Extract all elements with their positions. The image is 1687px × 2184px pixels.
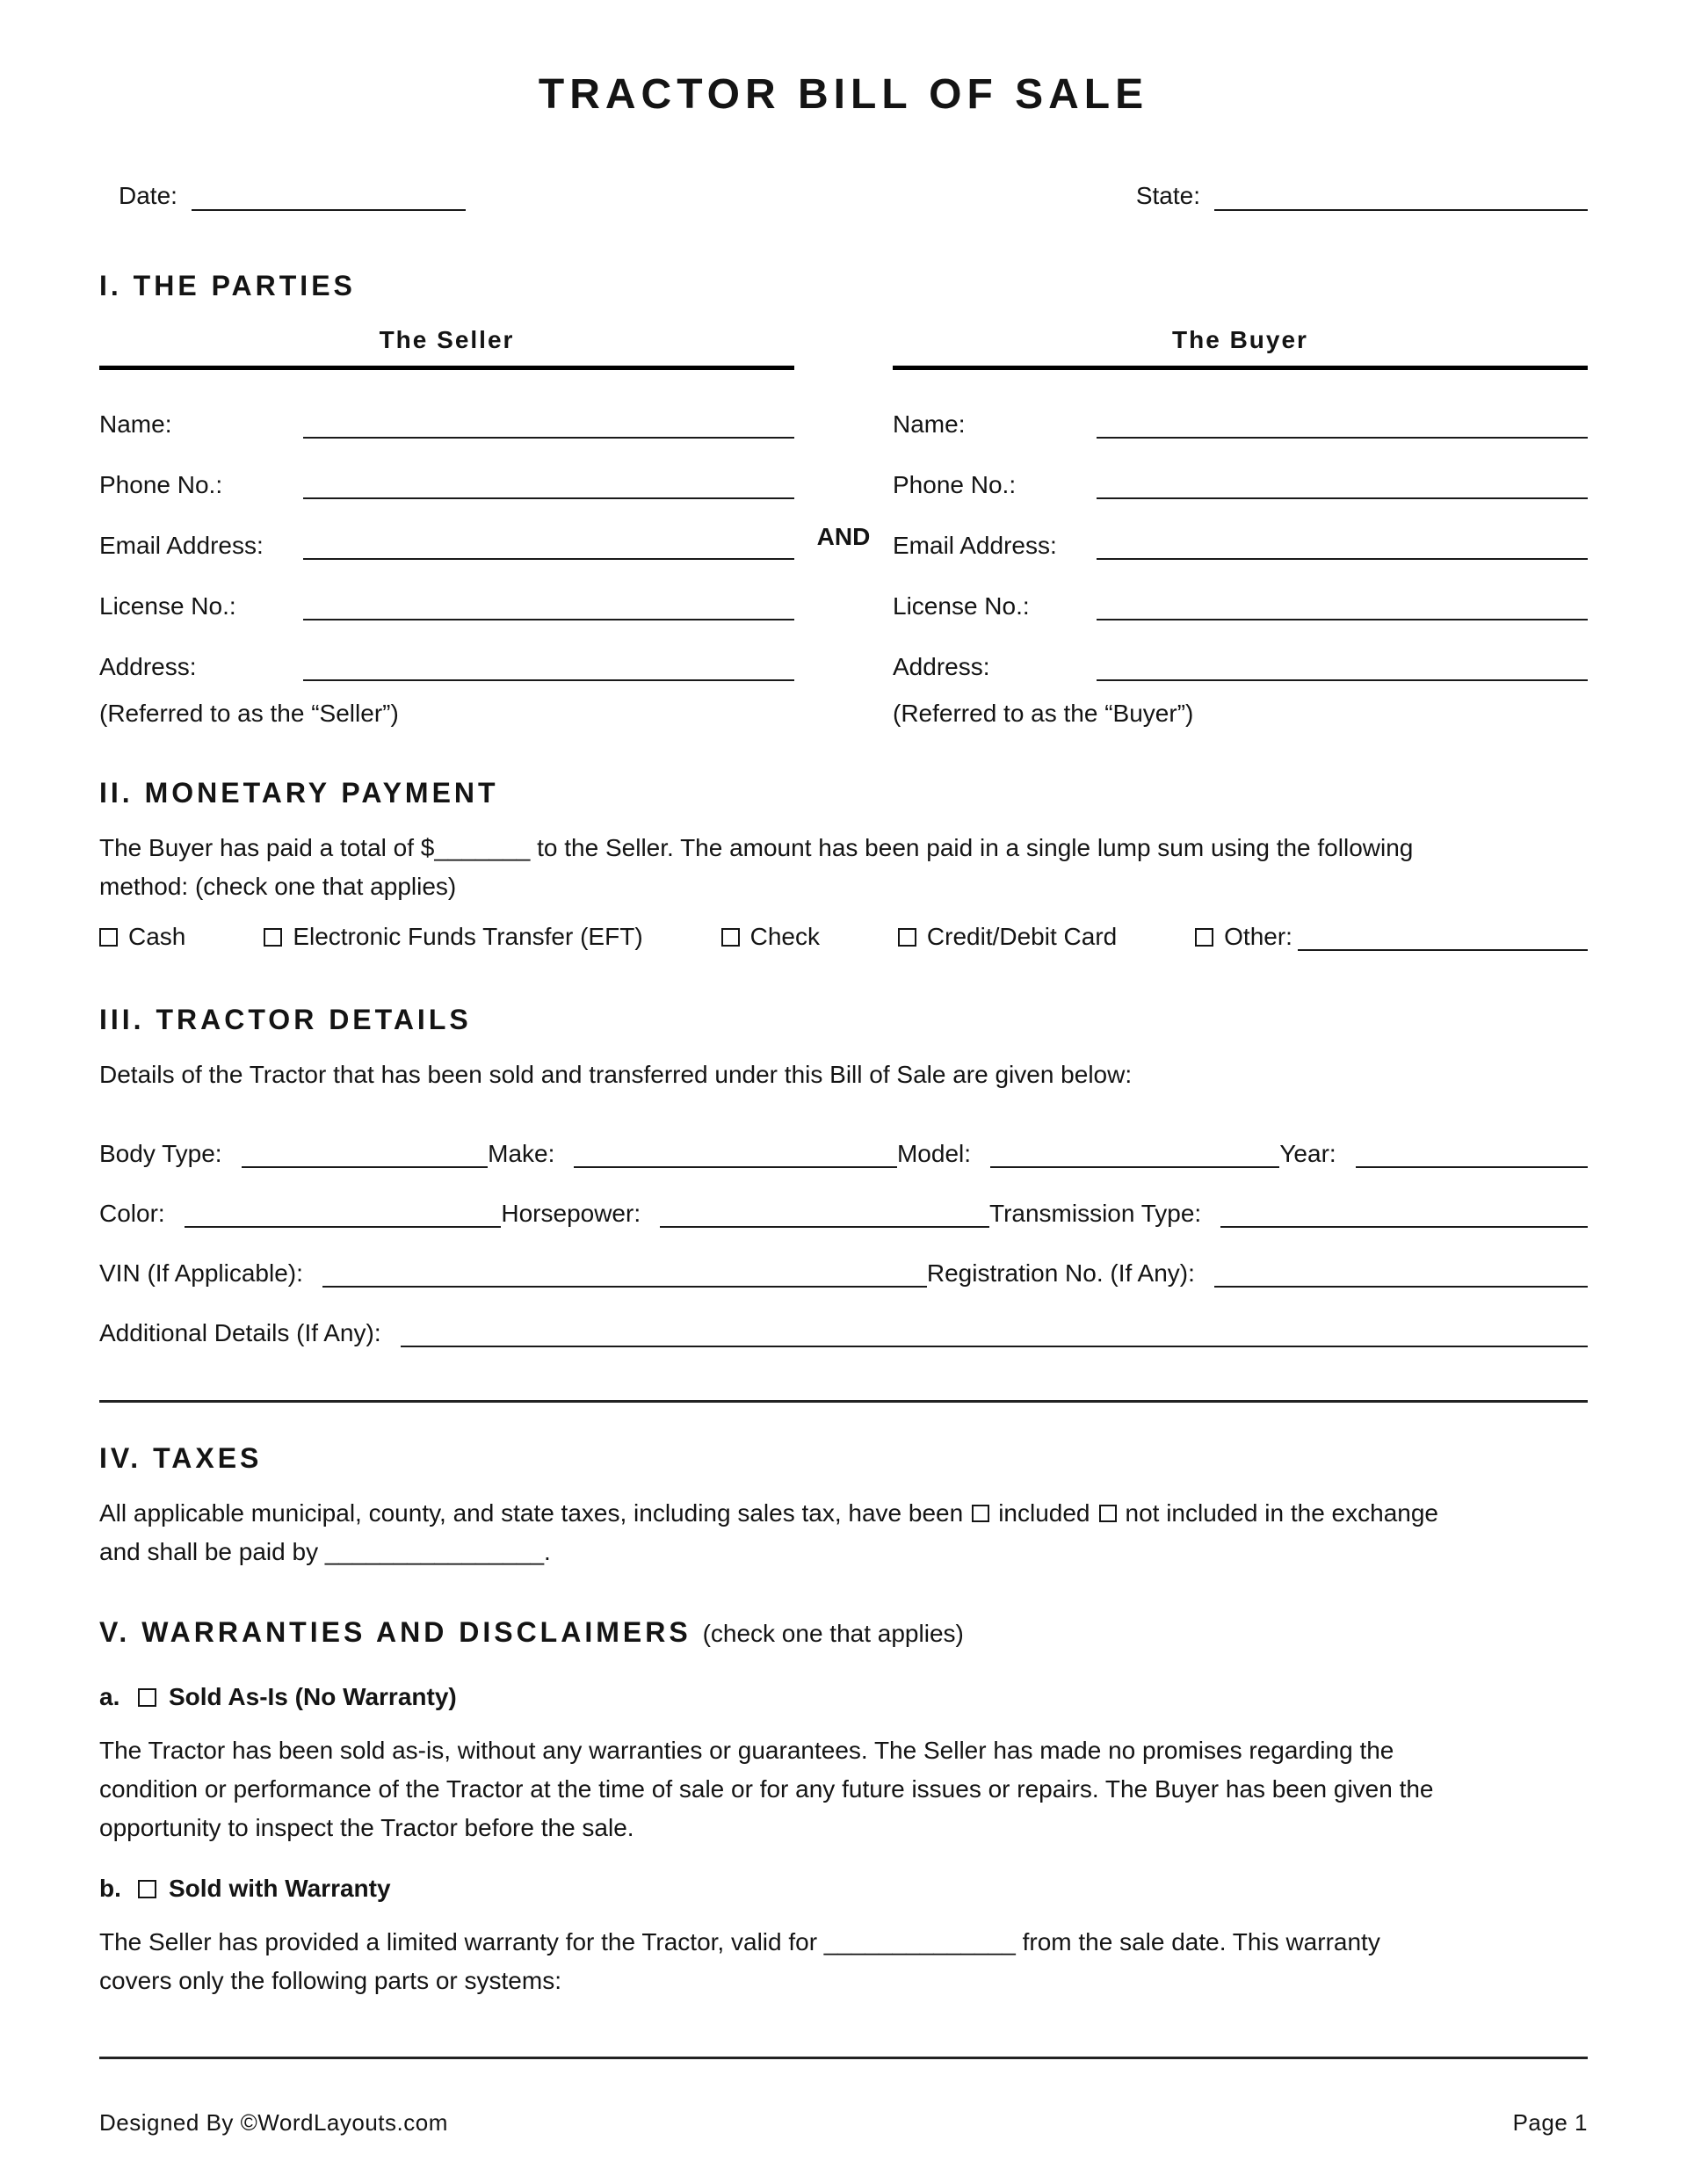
section-heading-taxes: IV. TAXES xyxy=(99,1442,263,1474)
payment-option-other-label: Other: xyxy=(1224,923,1292,950)
color-label: Color: xyxy=(99,1200,165,1227)
tractor-row-1 xyxy=(99,1135,1588,1168)
warranty-b-line2: covers only the following parts or systems: xyxy=(99,1967,561,1994)
state-input-line[interactable] xyxy=(1214,179,1588,211)
buyer-phone-row xyxy=(893,466,1588,499)
buyer-name-input-line[interactable] xyxy=(1097,403,1588,439)
footer xyxy=(99,2108,1588,2137)
registration-field xyxy=(927,1252,1588,1288)
tractor-intro xyxy=(99,1056,1588,1094)
buyer-license-row xyxy=(893,587,1588,620)
make-input-line[interactable] xyxy=(574,1133,897,1168)
payment-option-card[interactable] xyxy=(898,918,1117,956)
footer-page-number: Page 1 xyxy=(1512,2109,1588,2136)
section-divider-top xyxy=(99,1400,1588,1403)
tractor-intro-line: Details of the Tractor that has been sold and transferred under this Bill of Sale are given below: xyxy=(99,1061,1133,1088)
checkbox-check-icon[interactable] xyxy=(721,928,740,947)
model-field xyxy=(897,1133,1279,1168)
horsepower-field xyxy=(501,1193,989,1228)
taxes-text-before: All applicable municipal, county, and state taxes, including sales tax, have been xyxy=(99,1499,964,1527)
body-type-label: Body Type: xyxy=(99,1140,222,1167)
warranty-a-label: Sold As-Is (No Warranty) xyxy=(169,1683,457,1710)
buyer-phone-label: Phone No.: xyxy=(893,471,1017,498)
body-type-field xyxy=(99,1133,488,1168)
parties-columns xyxy=(99,325,1588,729)
warranty-a-letter: a. xyxy=(99,1683,120,1710)
model-input-line[interactable] xyxy=(990,1133,1279,1168)
payment-option-check[interactable] xyxy=(721,918,820,956)
and-conjunction: AND xyxy=(816,523,871,550)
checkbox-card-icon[interactable] xyxy=(898,928,916,947)
payment-option-cash[interactable] xyxy=(99,918,185,956)
footer-credit: Designed By ©WordLayouts.com xyxy=(99,2109,448,2136)
buyer-email-label: Email Address: xyxy=(893,532,1057,559)
seller-license-label: License No.: xyxy=(99,592,236,620)
checkbox-sold-as-is-icon[interactable] xyxy=(138,1688,156,1707)
horsepower-label: Horsepower: xyxy=(501,1200,641,1227)
additional-details-label: Additional Details (If Any): xyxy=(99,1319,381,1346)
checkbox-other-icon[interactable] xyxy=(1195,928,1213,947)
buyer-referred-text: (Referred to as the “Buyer”) xyxy=(893,700,1194,727)
warranties-heading-note: (check one that applies) xyxy=(702,1620,964,1647)
seller-name-input-line[interactable] xyxy=(303,403,794,439)
taxes-paragraph xyxy=(99,1494,1588,1571)
seller-phone-row xyxy=(99,466,794,499)
buyer-name-row xyxy=(893,405,1588,439)
date-state-row xyxy=(99,174,1588,211)
checkbox-sold-with-warranty-icon[interactable] xyxy=(138,1880,156,1898)
section-heading-payment: II. MONETARY PAYMENT xyxy=(99,777,499,809)
vin-field xyxy=(99,1252,927,1288)
seller-phone-label: Phone No.: xyxy=(99,471,223,498)
warranties-heading-text: V. WARRANTIES AND DISCLAIMERS xyxy=(99,1616,691,1648)
seller-name-row xyxy=(99,405,794,439)
buyer-email-row xyxy=(893,526,1588,560)
vin-input-line[interactable] xyxy=(322,1252,927,1288)
buyer-address-row xyxy=(893,648,1588,681)
state-label: State: xyxy=(1135,182,1200,209)
warranty-a-line2: condition or performance of the Tractor at the time of sale or for any future issues or repairs. The Buyer has been given the xyxy=(99,1775,1434,1803)
seller-email-input-line[interactable] xyxy=(303,525,794,560)
checkbox-taxes-not-included-icon[interactable] xyxy=(1099,1505,1117,1522)
conjunction-cell xyxy=(794,325,893,729)
warranty-a-paragraph xyxy=(99,1731,1588,1847)
warranty-b-letter: b. xyxy=(99,1875,121,1902)
buyer-name-label: Name: xyxy=(893,410,966,438)
warranty-option-b xyxy=(99,1874,1588,1904)
payment-option-check-label: Check xyxy=(749,923,820,950)
warranty-a-line3: opportunity to inspect the Tractor before the sale. xyxy=(99,1814,634,1841)
section-heading-parties: I. THE PARTIES xyxy=(99,270,356,301)
footer-divider xyxy=(99,2057,1588,2059)
seller-address-label: Address: xyxy=(99,653,197,680)
seller-name-label: Name: xyxy=(99,410,172,438)
warranty-b-line1: The Seller has provided a limited warranty for the Tractor, valid for ______________ from the sale date. This warranty xyxy=(99,1928,1380,1955)
payment-paragraph-line2: method: (check one that applies) xyxy=(99,873,457,900)
transmission-label: Transmission Type: xyxy=(989,1200,1202,1227)
color-input-line[interactable] xyxy=(185,1193,502,1228)
section-heading-warranties xyxy=(99,1615,1588,1651)
seller-license-row xyxy=(99,587,794,620)
buyer-address-label: Address: xyxy=(893,653,990,680)
registration-label: Registration No. (If Any): xyxy=(926,1259,1195,1287)
transmission-field xyxy=(989,1193,1588,1228)
date-label: Date: xyxy=(119,182,177,209)
taxes-not-included-label: not included in the exchange xyxy=(1125,1499,1438,1527)
year-label: Year: xyxy=(1279,1140,1336,1167)
tractor-row-4 xyxy=(99,1314,1588,1347)
additional-details-input-line[interactable] xyxy=(401,1312,1588,1347)
payment-paragraph-line1: The Buyer has paid a total of $_______ to the Seller. The amount has been paid in a single lump sum using the following xyxy=(99,834,1414,861)
make-label: Make: xyxy=(488,1140,555,1167)
seller-column xyxy=(99,325,794,729)
payment-other-input-line[interactable] xyxy=(1298,923,1588,951)
warranty-b-label: Sold with Warranty xyxy=(169,1875,391,1902)
seller-phone-input-line[interactable] xyxy=(303,464,794,499)
make-field xyxy=(488,1133,897,1168)
buyer-phone-input-line[interactable] xyxy=(1097,464,1588,499)
buyer-email-input-line[interactable] xyxy=(1097,525,1588,560)
warranty-a-line1: The Tractor has been sold as-is, without any warranties or guarantees. The Seller has made no promises regarding the xyxy=(99,1737,1394,1764)
payment-options-row xyxy=(99,918,1588,955)
taxes-paragraph-line2: and shall be paid by ________________. xyxy=(99,1538,551,1565)
warranty-b-paragraph xyxy=(99,1923,1588,2000)
seller-referred-text: (Referred to as the “Seller”) xyxy=(99,700,399,727)
tractor-row-3 xyxy=(99,1254,1588,1288)
buyer-license-input-line[interactable] xyxy=(1097,585,1588,620)
seller-license-input-line[interactable] xyxy=(303,585,794,620)
buyer-column-header: The Buyer xyxy=(893,325,1588,370)
additional-details-field xyxy=(99,1312,1588,1347)
checkbox-eft-icon[interactable] xyxy=(264,928,282,947)
payment-option-eft[interactable] xyxy=(264,918,642,956)
payment-option-eft-label: Electronic Funds Transfer (EFT) xyxy=(293,923,643,950)
seller-email-label: Email Address: xyxy=(99,532,264,559)
vin-label: VIN (If Applicable): xyxy=(99,1259,303,1287)
seller-address-row xyxy=(99,648,794,681)
checkbox-cash-icon[interactable] xyxy=(99,928,118,947)
body-type-input-line[interactable] xyxy=(242,1133,489,1168)
year-field xyxy=(1279,1133,1588,1168)
seller-address-input-line[interactable] xyxy=(303,646,794,681)
horsepower-input-line[interactable] xyxy=(660,1193,989,1228)
date-input-line[interactable] xyxy=(192,179,466,211)
tractor-row-2 xyxy=(99,1194,1588,1228)
seller-column-header: The Seller xyxy=(99,325,794,370)
taxes-included-label: included xyxy=(998,1499,1090,1527)
checkbox-taxes-included-icon[interactable] xyxy=(972,1505,989,1522)
seller-email-row xyxy=(99,526,794,560)
year-input-line[interactable] xyxy=(1356,1133,1588,1168)
section-heading-tractor: III. TRACTOR DETAILS xyxy=(99,1004,472,1035)
document-title: TRACTOR BILL OF SALE xyxy=(538,71,1149,118)
color-field xyxy=(99,1193,501,1228)
date-field xyxy=(119,179,466,211)
transmission-input-line[interactable] xyxy=(1220,1193,1588,1228)
state-field xyxy=(1136,179,1588,211)
buyer-column xyxy=(893,325,1588,729)
payment-option-cash-label: Cash xyxy=(128,923,186,950)
buyer-license-label: License No.: xyxy=(893,592,1030,620)
payment-option-other[interactable] xyxy=(1195,918,1588,956)
model-label: Model: xyxy=(896,1140,972,1167)
buyer-address-input-line[interactable] xyxy=(1097,646,1588,681)
payment-paragraph xyxy=(99,829,1588,906)
taxes-paragraph-line1 xyxy=(99,1494,1588,1533)
payment-option-card-label: Credit/Debit Card xyxy=(926,923,1118,950)
warranty-option-a xyxy=(99,1682,1588,1712)
registration-input-line[interactable] xyxy=(1214,1252,1588,1288)
